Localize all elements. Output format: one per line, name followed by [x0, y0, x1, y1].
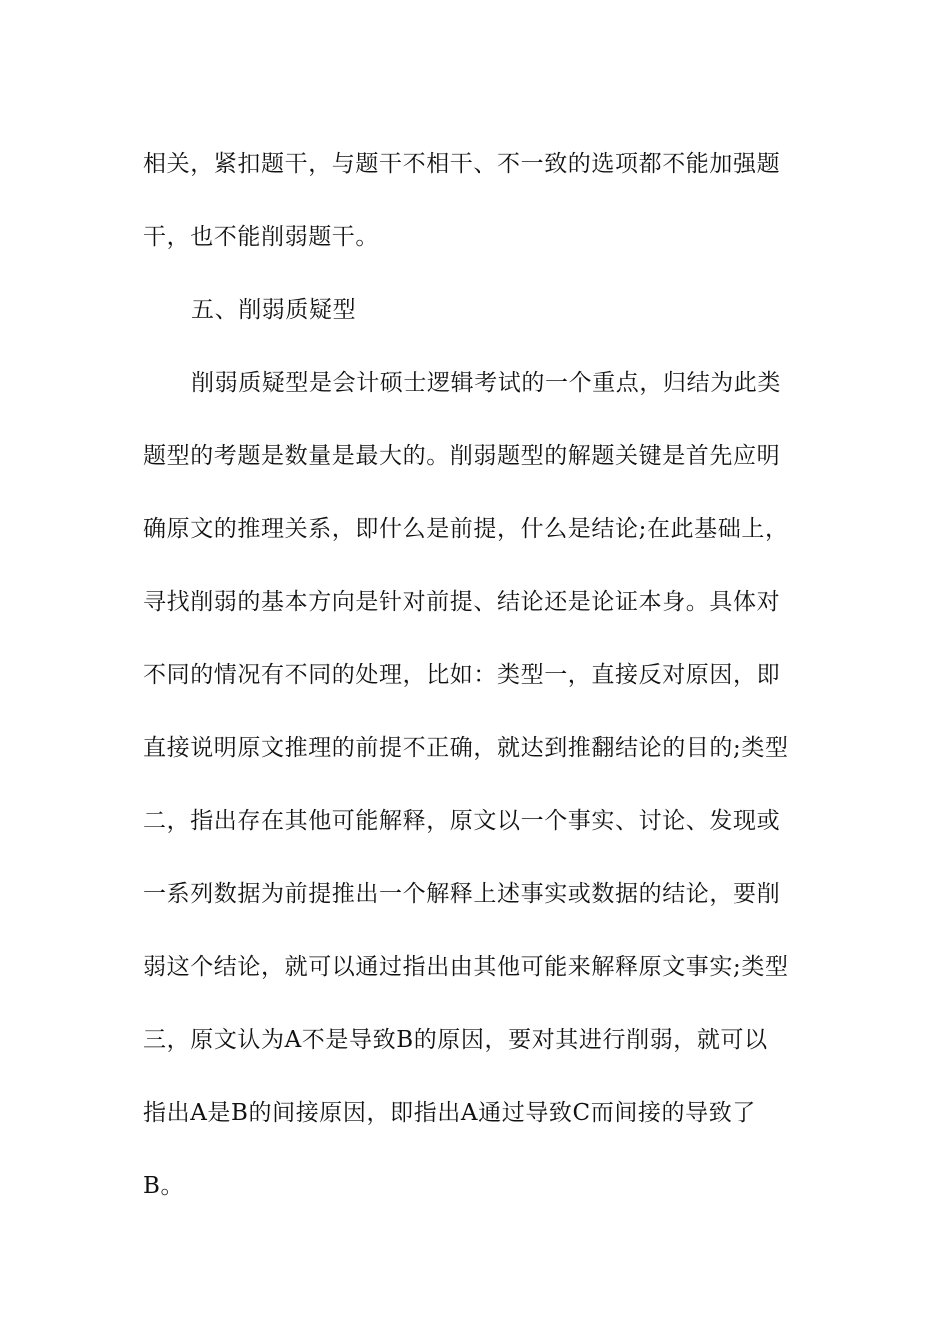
text-line: 寻找削弱的基本方向是针对前提、结论还是论证本身。具体对: [143, 589, 781, 615]
text-line: 三，原文认为A不是导致B的原因，要对其进行削弱，就可以: [143, 1027, 768, 1053]
document-body: [143, 128, 808, 1223]
text-line: 干，也不能削弱题干。: [143, 224, 379, 250]
text-line: 指出A是B的间接原因，即指出A通过导致C而间接的导致了: [143, 1100, 756, 1126]
text-line: 确原文的推理关系，即什么是前提，什么是结论;在此基础上，: [143, 516, 789, 542]
paragraph-first-line: 削弱质疑型是会计硕士逻辑考试的一个重点，归结为此类: [191, 370, 781, 396]
text-line: 弱这个结论，就可以通过指出由其他可能来解释原文事实;类型: [143, 954, 789, 980]
text-line: B。: [143, 1173, 185, 1199]
text-line: 题型的考题是数量是最大的。削弱题型的解题关键是首先应明: [143, 443, 781, 469]
text-line: 一系列数据为前提推出一个解释上述事实或数据的结论，要削: [143, 881, 781, 907]
text-line: 二，指出存在其他可能解释，原文以一个事实、讨论、发现或: [143, 808, 781, 834]
text-line: 直接说明原文推理的前提不正确，就达到推翻结论的目的;类型: [143, 735, 789, 761]
text-line: 相关，紧扣题干，与题干不相干、不一致的选项都不能加强题: [143, 151, 781, 177]
text-line: 不同的情况有不同的处理，比如：类型一，直接反对原因，即: [143, 662, 781, 688]
section-heading: 五、削弱质疑型: [191, 297, 357, 323]
